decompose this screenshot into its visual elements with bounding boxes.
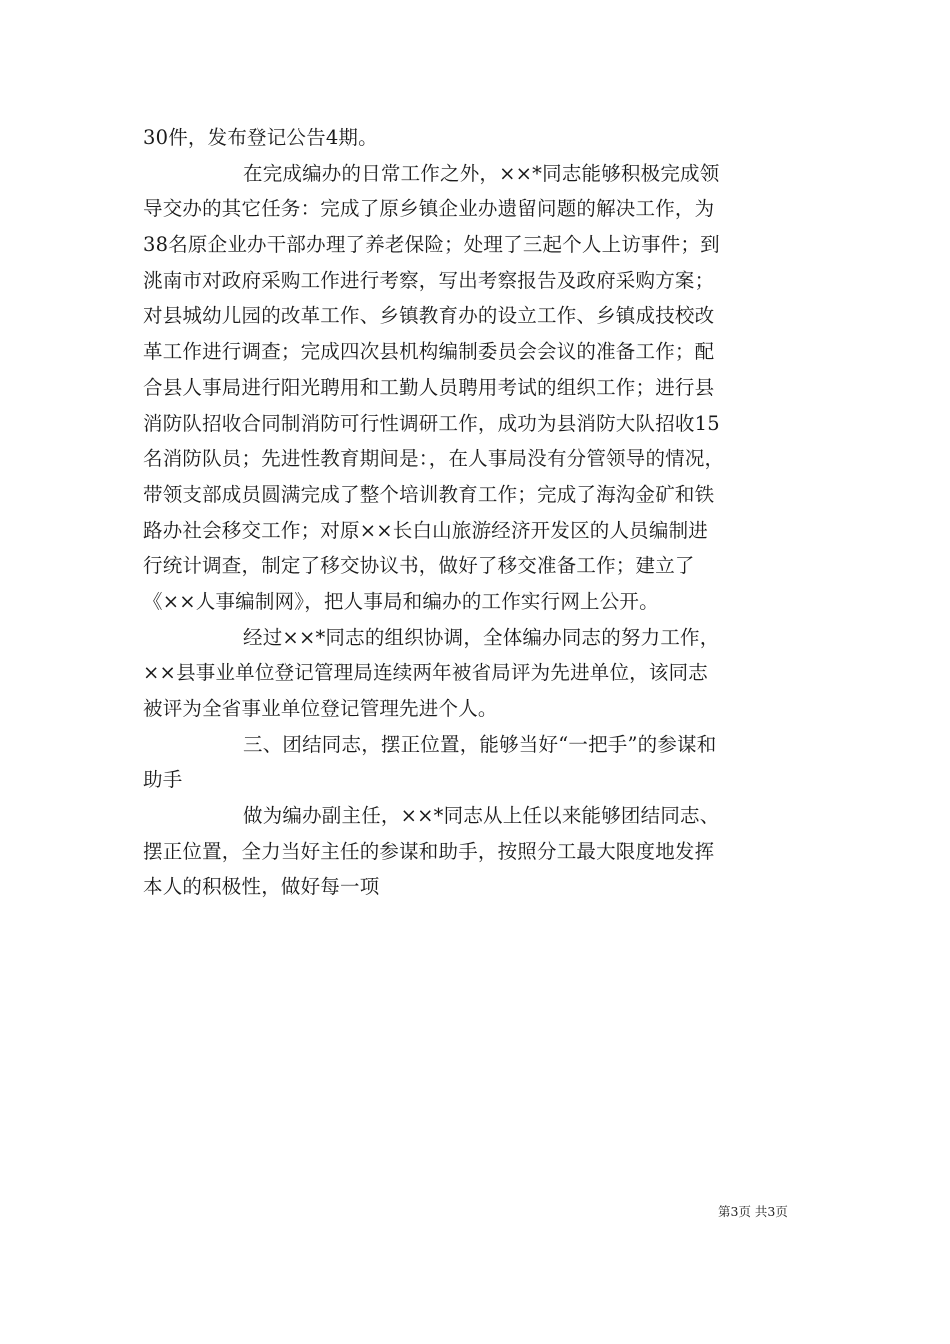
text-line: 本人的积极性，做好每一项 [143, 875, 380, 899]
text-line: 行统计调查，制定了移交协议书，做好了移交准备工作；建立了 [143, 554, 695, 578]
text-line: 38名原企业办干部办理了养老保险；处理了三起个人上访事件；到 [143, 233, 720, 257]
text-line: 在完成编办的日常工作之外，××*同志能够积极完成领 [243, 161, 720, 185]
text-line: 助手 [143, 768, 183, 792]
text-line: 做为编办副主任，××*同志从上任以来能够团结同志、 [243, 804, 720, 828]
text-line: 消防队招收合同制消防可行性调研工作，成功为县消防大队招收15 [143, 411, 720, 435]
text-line: 经过××*同志的组织协调，全体编办同志的努力工作， [243, 625, 720, 649]
document-body [143, 120, 808, 905]
text-line: 被评为全省事业单位登记管理先进个人。 [143, 697, 498, 720]
text-line: 洮南市对政府采购工作进行考察，写出考察报告及政府采购方案； [143, 268, 715, 292]
text-line: 三、团结同志，摆正位置，能够当好“一把手”的参谋和 [243, 732, 717, 756]
text-line: 导交办的其它任务：完成了原乡镇企业办遗留问题的解决工作，为 [143, 197, 715, 221]
text-line: 路办社会移交工作；对原××长白山旅游经济开发区的人员编制进 [143, 518, 708, 542]
page-number-footer: 第3页 共3页 [718, 1204, 788, 1219]
text-line: ××县事业单位登记管理局连续两年被省局评为先进单位，该同志 [143, 661, 708, 685]
text-line: 30件，发布登记公告4期。 [143, 126, 378, 149]
text-line: 革工作进行调查；完成四次县机构编制委员会会议的准备工作；配 [143, 340, 715, 364]
text-line: 合县人事局进行阳光聘用和工勤人员聘用考试的组织工作；进行县 [143, 375, 715, 399]
text-line: 带领支部成员圆满完成了整个培训教育工作；完成了海沟金矿和铁 [143, 482, 715, 506]
text-line: 对县城幼儿园的改革工作、乡镇教育办的设立工作、乡镇成技校改 [143, 304, 715, 328]
text-line: 《××人事编制网》，把人事局和编办的工作实行网上公开。 [143, 589, 659, 613]
text-line: 摆正位置，全力当好主任的参谋和助手，按照分工最大限度地发挥 [143, 839, 715, 863]
text-line: 名消防队员；先进性教育期间是：，在人事局没有分管领导的情况， [143, 447, 725, 471]
